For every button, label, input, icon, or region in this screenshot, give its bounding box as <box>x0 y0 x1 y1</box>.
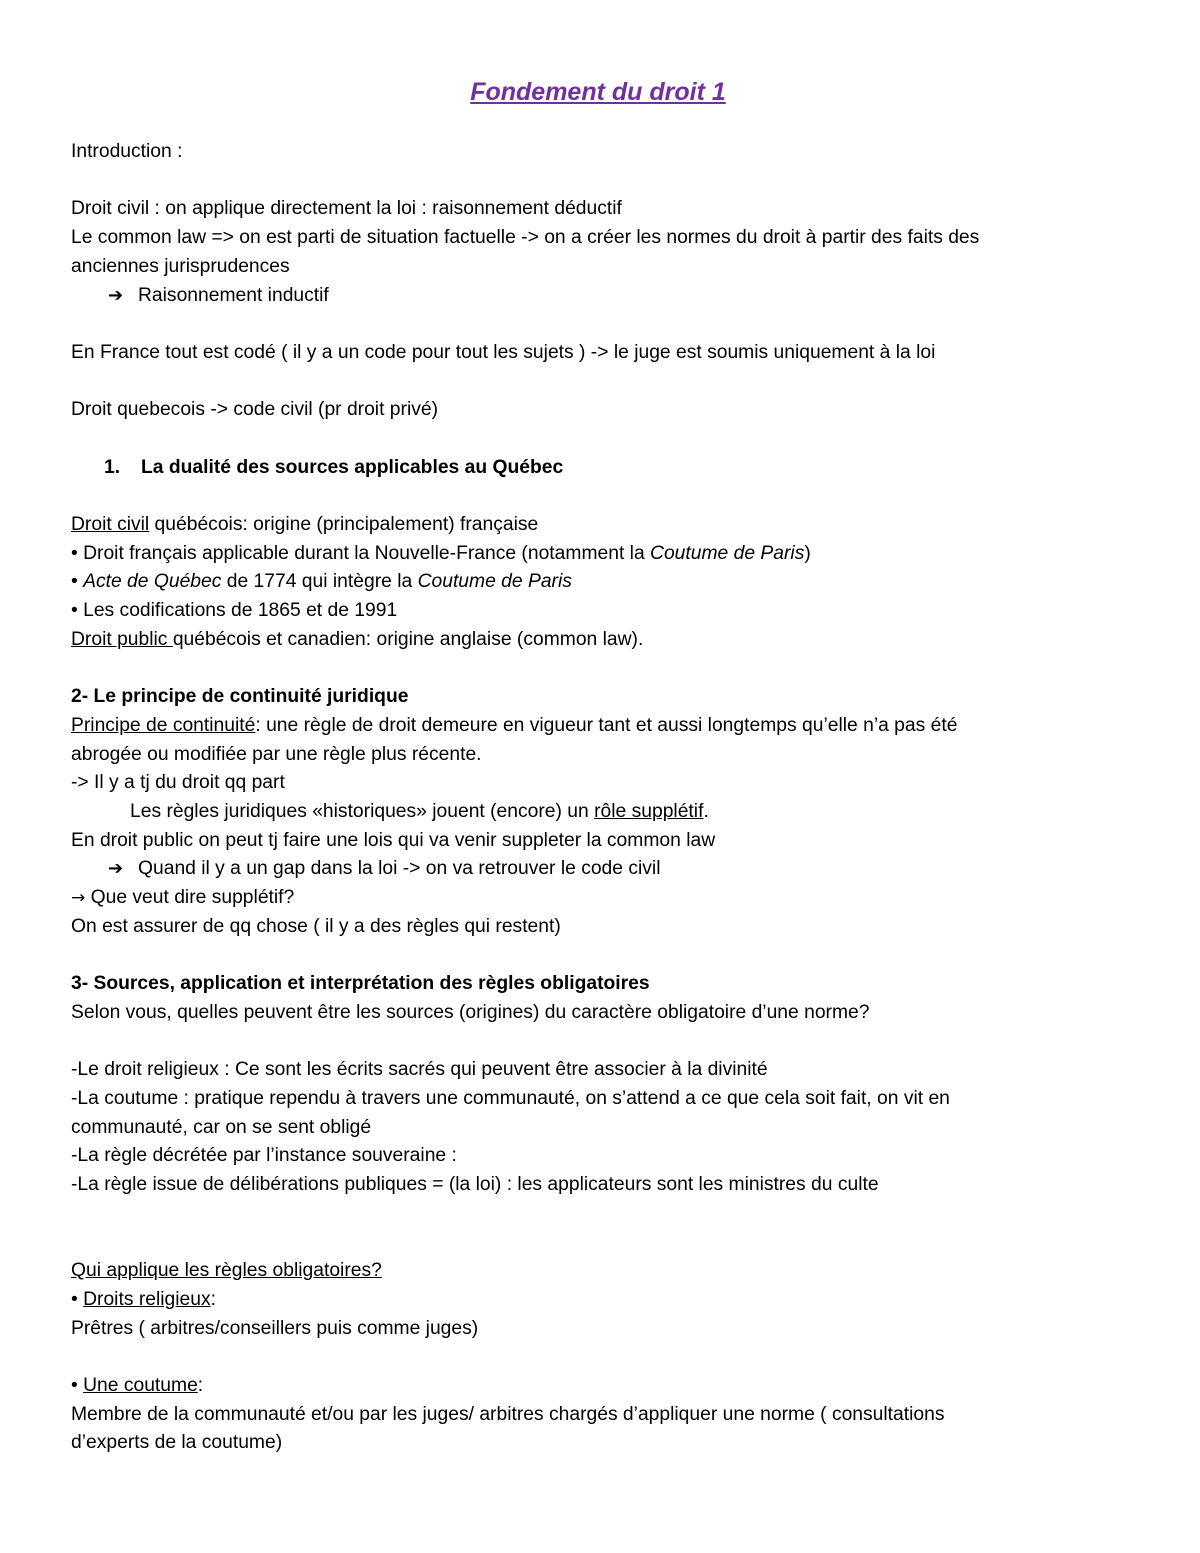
arrow-line-gap <box>71 855 1090 884</box>
bullet-text: de 1774 qui intègre la <box>221 571 418 593</box>
bullet-text: : <box>210 1288 216 1310</box>
line-droit-qq-part: -> Il y a tj du droit qq part <box>71 772 285 794</box>
spacer <box>71 1200 1090 1229</box>
paragraph-droit-civil: Droit civil : on applique directement la loi : raisonnement déductif <box>71 198 622 220</box>
line-text: québécois: origine (principalement) française <box>149 514 539 536</box>
spacer <box>71 368 1090 397</box>
spacer <box>71 425 1090 454</box>
bullet-text: : <box>197 1375 204 1397</box>
bullet-text: ) <box>804 542 811 564</box>
term-principe: Principe de continuité <box>71 714 256 736</box>
line-question: Selon vous, quelles peuvent être les sources (origines) du caractère obligatoire d’une norme? <box>71 1001 870 1023</box>
line-principe-2: abrogée ou modifiée par une règle plus récente. <box>71 743 482 765</box>
paragraph-france: En France tout est codé ( il y a un code pour tout les sujets ) -> le juge est soumis uniquement à la loi <box>71 341 936 363</box>
line-regle-decretee: -La règle décrétée par l’instance souveraine : <box>71 1145 457 1167</box>
bullet-acte-quebec <box>71 568 1090 597</box>
document-title: Fondement du droit 1 <box>470 78 726 106</box>
italic-acte: Acte de Québec <box>83 571 222 593</box>
section-1-title: La dualité des sources applicables au Québec <box>141 456 564 478</box>
term-droits-religieux: Droits religieux <box>83 1288 211 1310</box>
spacer <box>71 1229 1090 1258</box>
section-3-heading: 3- Sources, application et interprétation des règles obligatoires <box>71 973 650 995</box>
bullet-codifications: • Les codifications de 1865 et de 1991 <box>71 600 398 622</box>
arrow-line-text: Que veut dire supplétif? <box>90 887 295 909</box>
spacer <box>71 1343 1090 1372</box>
italic-coutume: Coutume de Paris <box>650 542 805 564</box>
spacer <box>71 1028 1090 1057</box>
bullet-droits-religieux <box>71 1286 1090 1315</box>
spacer <box>71 167 1090 196</box>
term-role-suppletif: rôle supplétif <box>594 801 704 823</box>
bullet-mark: • <box>71 1288 84 1310</box>
line-text: québécois et canadien: origine anglaise (common law). <box>172 628 644 650</box>
arrow-line-suppletif <box>71 884 1090 913</box>
line-membre-2: d’experts de la coutume) <box>71 1432 283 1454</box>
line-assurer: On est assurer de qq chose ( il y a des règles qui restent) <box>71 915 561 937</box>
line-regle-issue: -La règle issue de délibérations publiques = (la loi) : les applicateurs sont les ministres du culte <box>71 1174 879 1196</box>
line-text: . <box>703 801 709 823</box>
line-regles-historiques <box>71 798 1090 827</box>
term-droit-civil: Droit civil <box>71 514 150 536</box>
intro-heading: Introduction : <box>71 141 183 162</box>
line-coutume-2: communauté, car on se sent obligé <box>71 1116 372 1138</box>
spacer <box>71 655 1090 684</box>
bullet-mark: • <box>71 1375 84 1397</box>
right-arrow-icon: → <box>71 888 86 909</box>
bullet-mark: • <box>71 571 84 593</box>
spacer <box>71 482 1090 511</box>
line-principe-1 <box>71 712 1090 741</box>
arrow-line-inductif <box>71 282 1090 311</box>
line-pretres: Prêtres ( arbitres/conseillers puis comme juges) <box>71 1317 479 1339</box>
arrow-line-text: Quand il y a un gap dans la loi -> on va retrouver le code civil <box>138 858 661 880</box>
right-arrow-bold-icon: ➔ <box>108 858 124 880</box>
line-droit-religieux: -Le droit religieux : Ce sont les écrits sacrés qui peuvent être associer à la divinité <box>71 1059 768 1081</box>
term-une-coutume: Une coutume <box>83 1375 198 1397</box>
spacer <box>71 310 1090 339</box>
term-droit-public: Droit public <box>71 628 173 650</box>
line-droit-public-lois: En droit public on peut tj faire une lois qui va venir suppleter la common law <box>71 829 716 851</box>
spacer <box>71 942 1090 971</box>
section-2-heading: 2- Le principe de continuité juridique <box>71 686 409 708</box>
italic-coutume: Coutume de Paris <box>417 571 572 593</box>
line-text: Les règles juridiques «historiques» jouent (encore) un <box>130 801 595 823</box>
line-membre-1: Membre de la communauté et/ou par les juges/ arbitres chargés d’appliquer une norme ( consultations <box>71 1403 945 1425</box>
line-droit-public <box>71 626 1090 655</box>
paragraph-quebecois: Droit quebecois -> code civil (pr droit privé) <box>71 399 439 421</box>
section-4-heading: Qui applique les règles obligatoires? <box>71 1260 382 1282</box>
paragraph-common-law-2: anciennes jurisprudences <box>71 255 290 277</box>
bullet-nouvelle-france <box>71 540 1090 569</box>
line-coutume-1: -La coutume : pratique rependu à travers une communauté, on s’attend a ce que cela soit fait, on vit en <box>71 1088 950 1110</box>
bullet-une-coutume <box>71 1372 1090 1401</box>
right-arrow-bold-icon: ➔ <box>108 284 124 306</box>
line-droit-civil <box>71 511 1090 540</box>
section-1-heading <box>71 454 1090 483</box>
line-text: : une règle de droit demeure en vigueur tant et aussi longtemps qu’elle n’a pas été <box>255 714 958 736</box>
paragraph-common-law-1: Le common law => on est parti de situation factuelle -> on a créer les normes du droit à partir des faits des <box>71 227 980 249</box>
section-1-number: 1. <box>104 456 121 478</box>
arrow-line-text: Raisonnement inductif <box>138 284 329 306</box>
bullet-text: • Droit français applicable durant la Nouvelle-France (notamment la <box>71 542 651 564</box>
